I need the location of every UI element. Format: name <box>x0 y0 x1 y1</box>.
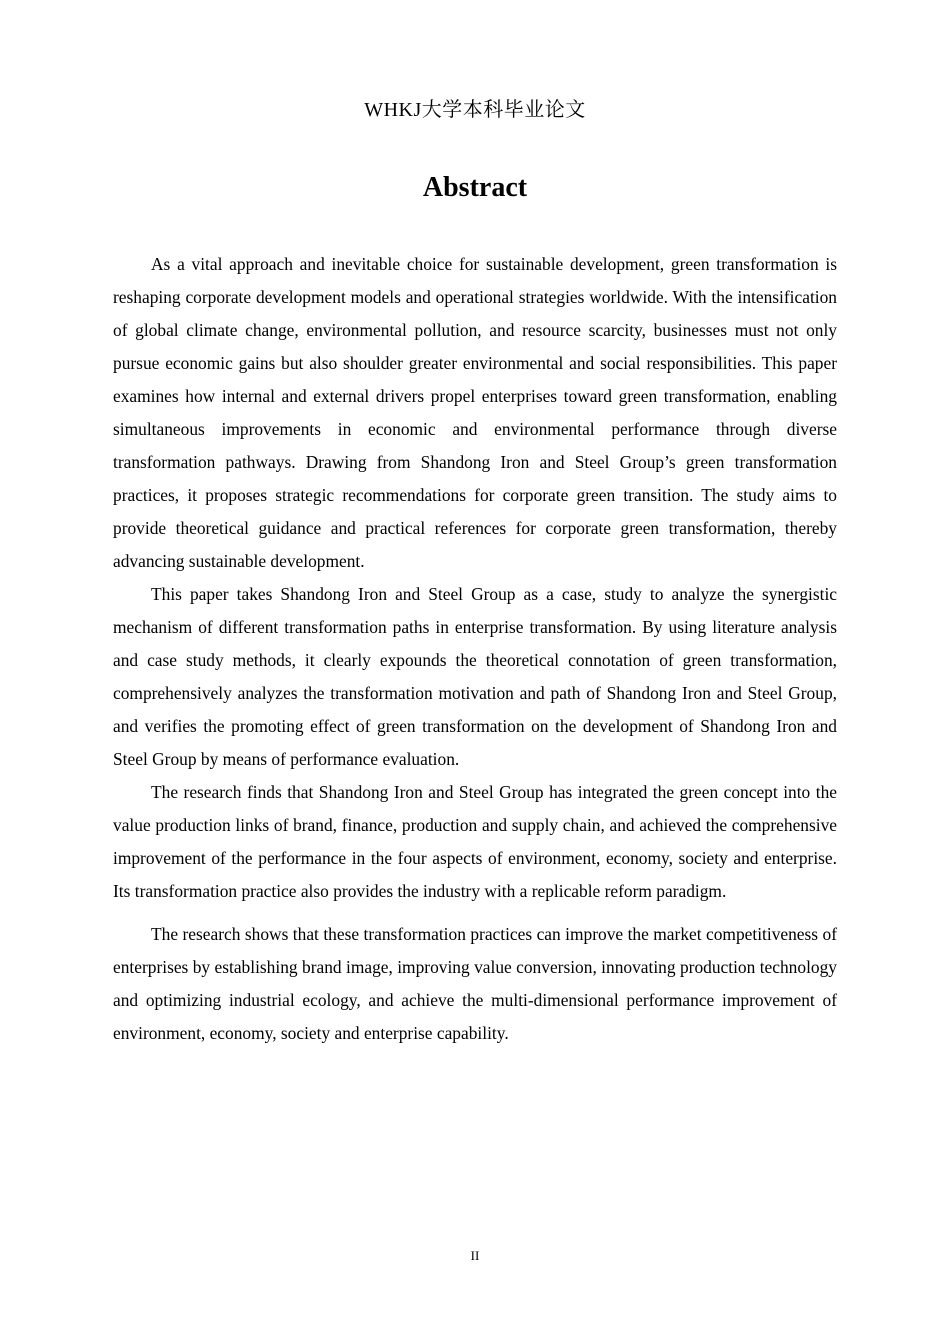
abstract-paragraph-4: The research shows that these transformation practices can improve the market competitiveness of enterprises by establishing brand image, improving value conversion, innovating production technology and optimizing industrial ecology, and achieve the multi-dimensional performance improvement of environment, economy, society and enterprise capability. <box>113 924 837 1043</box>
abstract-body <box>113 248 837 1050</box>
abstract-paragraph-3: The research finds that Shandong Iron and Steel Group has integrated the green concept into the value production links of brand, finance, production and supply chain, and achieved the comprehensive improvement of the performance in the four aspects of environment, economy, society and enterprise. Its transformation practice also provides the industry with a replicable reform paradigm. <box>113 782 837 901</box>
abstract-paragraph-1: As a vital approach and inevitable choice for sustainable development, green transformation is reshaping corporate development models and operational strategies worldwide. With the intensification of global climate change, environmental pollution, and resource scarcity, businesses must not only pursue economic gains but also shoulder greater environmental and social responsibilities. This paper examines how internal and external drivers propel enterprises toward green transformation, enabling simultaneous improvements in economic and environmental performance through diverse transformation pathways. Drawing from Shandong Iron and Steel Group’s green transformation practices, it proposes strategic recommendations for corporate green transition. The study aims to provide theoretical guidance and practical references for corporate green transformation, thereby advancing sustainable development. <box>113 254 837 571</box>
abstract-paragraph-2: This paper takes Shandong Iron and Steel Group as a case, study to analyze the synergistic mechanism of different transformation paths in enterprise transformation. By using literature analysis and case study methods, it clearly expounds the theoretical connotation of green transformation, comprehensively analyzes the transformation motivation and path of Shandong Iron and Steel Group, and verifies the promoting effect of green transformation on the development of Shandong Iron and Steel Group by means of performance evaluation. <box>113 584 837 769</box>
page-number: II <box>470 1248 480 1263</box>
abstract-title: Abstract <box>422 172 528 203</box>
running-header: WHKJ大学本科毕业论文 <box>364 99 586 121</box>
